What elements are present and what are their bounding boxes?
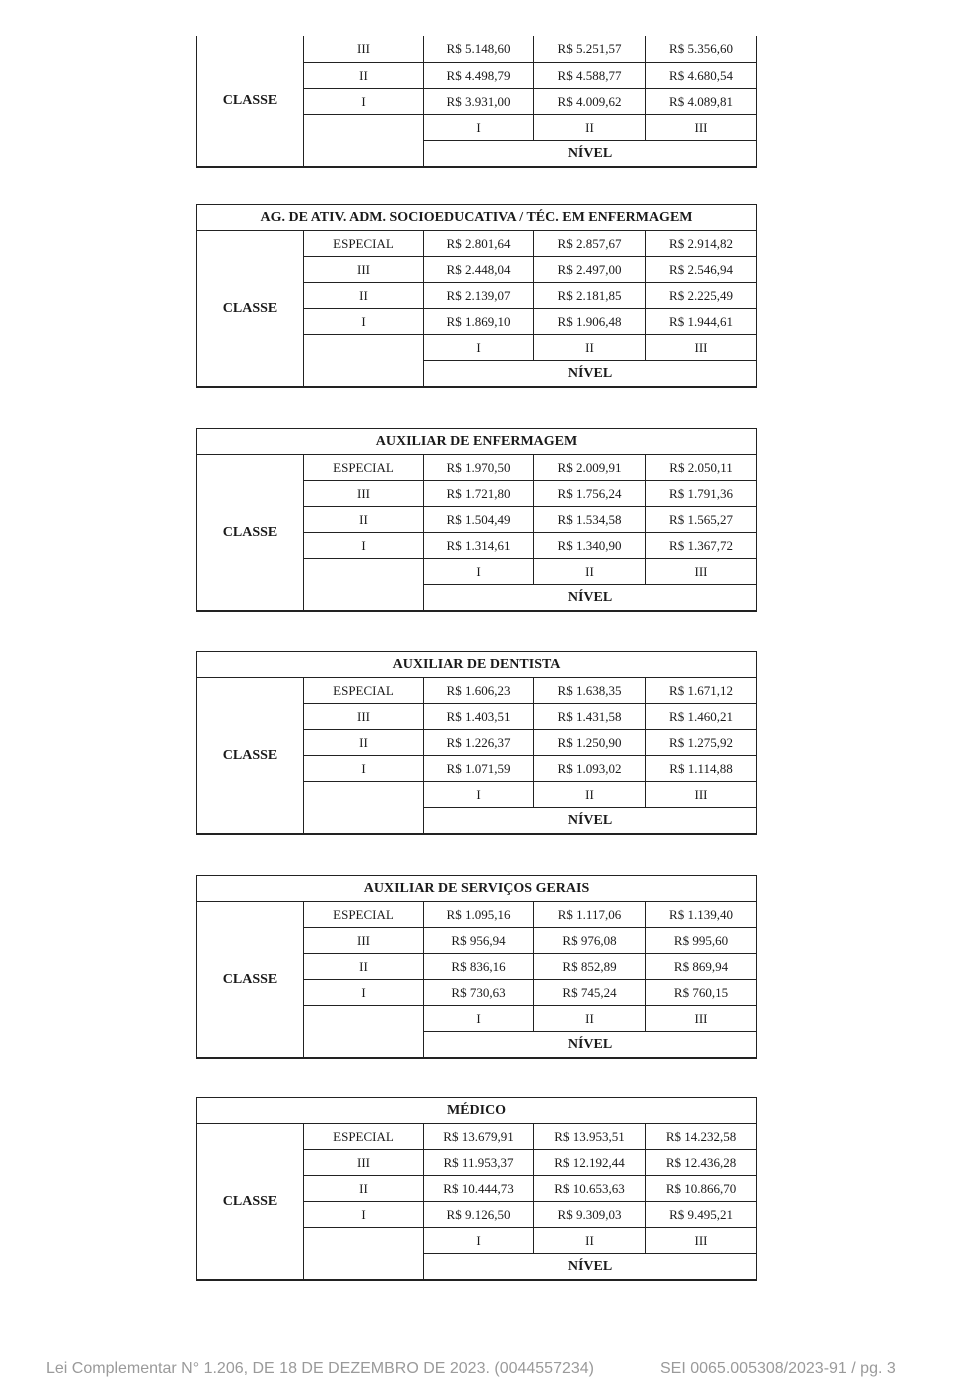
salary-value: R$ 13.953,51 (534, 1124, 646, 1150)
salary-value: R$ 1.606,23 (424, 678, 534, 704)
classe-label: CLASSE (197, 231, 304, 388)
salary-value: R$ 14.232,58 (646, 1124, 757, 1150)
salary-value: R$ 976,08 (534, 928, 646, 954)
salary-value: R$ 1.114,88 (646, 756, 757, 782)
nivel-label: NÍVEL (424, 361, 757, 388)
salary-value: R$ 995,60 (646, 928, 757, 954)
class-value: I (304, 533, 424, 559)
salary-value: R$ 10.866,70 (646, 1176, 757, 1202)
nivel-label: NÍVEL (424, 1032, 757, 1059)
nivel-label: NÍVEL (424, 585, 757, 612)
salary-value: R$ 4.588,77 (534, 63, 646, 89)
salary-value: R$ 1.403,51 (424, 704, 534, 730)
salary-value: R$ 869,94 (646, 954, 757, 980)
salary-value: R$ 1.431,58 (534, 704, 646, 730)
nivel-label: NÍVEL (424, 141, 757, 168)
salary-table (196, 1097, 757, 1281)
level-header: I (424, 559, 534, 585)
salary-value: R$ 10.653,63 (534, 1176, 646, 1202)
salary-value: R$ 852,89 (534, 954, 646, 980)
salary-value: R$ 1.139,40 (646, 902, 757, 928)
classe-label: CLASSE (197, 455, 304, 612)
class-value: ESPECIAL (304, 455, 424, 481)
salary-value: R$ 2.181,85 (534, 283, 646, 309)
salary-value: R$ 2.546,94 (646, 257, 757, 283)
class-value: III (304, 704, 424, 730)
salary-value: R$ 745,24 (534, 980, 646, 1006)
level-header: I (424, 782, 534, 808)
level-header: III (646, 1228, 757, 1254)
class-value: I (304, 309, 424, 335)
table-title: AUXILIAR DE DENTISTA (197, 652, 757, 678)
salary-value: R$ 12.192,44 (534, 1150, 646, 1176)
empty-cell (304, 1006, 424, 1059)
salary-value: R$ 1.791,36 (646, 481, 757, 507)
salary-value: R$ 9.126,50 (424, 1202, 534, 1228)
empty-cell (304, 335, 424, 388)
level-header: II (534, 115, 646, 141)
salary-value: R$ 4.498,79 (424, 63, 534, 89)
class-value: III (304, 257, 424, 283)
salary-table (196, 875, 757, 1059)
level-header: III (646, 782, 757, 808)
salary-table (196, 36, 757, 168)
class-value: II (304, 63, 424, 89)
classe-label: CLASSE (197, 1124, 304, 1281)
salary-value: R$ 1.671,12 (646, 678, 757, 704)
table-row (197, 678, 757, 704)
salary-value: R$ 5.148,60 (424, 36, 534, 63)
salary-value: R$ 836,16 (424, 954, 534, 980)
salary-value: R$ 730,63 (424, 980, 534, 1006)
salary-value: R$ 956,94 (424, 928, 534, 954)
salary-value: R$ 2.914,82 (646, 231, 757, 257)
class-value: III (304, 928, 424, 954)
class-value: ESPECIAL (304, 231, 424, 257)
class-value: ESPECIAL (304, 902, 424, 928)
table-row (197, 902, 757, 928)
classe-label: CLASSE (197, 36, 304, 167)
salary-value: R$ 3.931,00 (424, 89, 534, 115)
empty-cell (304, 1228, 424, 1281)
salary-value: R$ 1.534,58 (534, 507, 646, 533)
salary-table (196, 428, 757, 612)
salary-value: R$ 760,15 (646, 980, 757, 1006)
salary-value: R$ 4.009,62 (534, 89, 646, 115)
class-value: II (304, 283, 424, 309)
salary-value: R$ 1.314,61 (424, 533, 534, 559)
level-header: II (534, 559, 646, 585)
salary-value: R$ 5.356,60 (646, 36, 757, 63)
salary-value: R$ 13.679,91 (424, 1124, 534, 1150)
level-header: II (534, 335, 646, 361)
salary-value: R$ 1.504,49 (424, 507, 534, 533)
salary-value: R$ 1.071,59 (424, 756, 534, 782)
table-title: AG. DE ATIV. ADM. SOCIOEDUCATIVA / TÉC. EM ENFERMAGEM (197, 205, 757, 231)
class-value: I (304, 1202, 424, 1228)
level-header: II (534, 782, 646, 808)
level-header: III (646, 115, 757, 141)
class-value: II (304, 954, 424, 980)
class-value: II (304, 1176, 424, 1202)
salary-value: R$ 1.638,35 (534, 678, 646, 704)
salary-value: R$ 11.953,37 (424, 1150, 534, 1176)
level-header: III (646, 559, 757, 585)
level-header: II (534, 1228, 646, 1254)
salary-value: R$ 1.721,80 (424, 481, 534, 507)
salary-value: R$ 2.139,07 (424, 283, 534, 309)
level-header: I (424, 115, 534, 141)
class-value: III (304, 36, 424, 63)
salary-value: R$ 9.309,03 (534, 1202, 646, 1228)
classe-label: CLASSE (197, 902, 304, 1059)
table-row (197, 36, 757, 63)
salary-value: R$ 4.680,54 (646, 63, 757, 89)
salary-value: R$ 2.857,67 (534, 231, 646, 257)
class-value: I (304, 756, 424, 782)
salary-value: R$ 1.756,24 (534, 481, 646, 507)
salary-value: R$ 2.009,91 (534, 455, 646, 481)
empty-cell (304, 559, 424, 612)
salary-value: R$ 1.565,27 (646, 507, 757, 533)
salary-value: R$ 10.444,73 (424, 1176, 534, 1202)
level-header: I (424, 1228, 534, 1254)
table-row (197, 455, 757, 481)
footer-sei-page: SEI 0065.005308/2023-91 / pg. 3 (660, 1360, 896, 1377)
salary-value: R$ 1.869,10 (424, 309, 534, 335)
salary-value: R$ 1.093,02 (534, 756, 646, 782)
salary-value: R$ 2.448,04 (424, 257, 534, 283)
class-value: II (304, 730, 424, 756)
table-title: MÉDICO (197, 1098, 757, 1124)
salary-value: R$ 4.089,81 (646, 89, 757, 115)
nivel-label: NÍVEL (424, 808, 757, 835)
level-header: III (646, 335, 757, 361)
salary-value: R$ 1.970,50 (424, 455, 534, 481)
nivel-label: NÍVEL (424, 1254, 757, 1281)
level-header: I (424, 1006, 534, 1032)
salary-value: R$ 1.275,92 (646, 730, 757, 756)
classe-label: CLASSE (197, 678, 304, 835)
salary-value: R$ 1.340,90 (534, 533, 646, 559)
class-value: III (304, 1150, 424, 1176)
empty-cell (304, 115, 424, 168)
salary-value: R$ 2.497,00 (534, 257, 646, 283)
table-row (197, 1124, 757, 1150)
salary-value: R$ 1.250,90 (534, 730, 646, 756)
salary-value: R$ 9.495,21 (646, 1202, 757, 1228)
empty-cell (304, 782, 424, 835)
salary-value: R$ 1.944,61 (646, 309, 757, 335)
salary-table (196, 204, 757, 388)
table-row (197, 231, 757, 257)
class-value: I (304, 89, 424, 115)
salary-value: R$ 1.226,37 (424, 730, 534, 756)
salary-value: R$ 1.117,06 (534, 902, 646, 928)
class-value: ESPECIAL (304, 1124, 424, 1150)
salary-value: R$ 2.050,11 (646, 455, 757, 481)
table-title: AUXILIAR DE SERVIÇOS GERAIS (197, 876, 757, 902)
salary-value: R$ 5.251,57 (534, 36, 646, 63)
salary-value: R$ 1.460,21 (646, 704, 757, 730)
level-header: II (534, 1006, 646, 1032)
salary-value: R$ 2.801,64 (424, 231, 534, 257)
salary-value: R$ 1.367,72 (646, 533, 757, 559)
class-value: I (304, 980, 424, 1006)
salary-value: R$ 1.906,48 (534, 309, 646, 335)
class-value: ESPECIAL (304, 678, 424, 704)
class-value: III (304, 481, 424, 507)
table-title: AUXILIAR DE ENFERMAGEM (197, 429, 757, 455)
salary-value: R$ 1.095,16 (424, 902, 534, 928)
salary-value: R$ 2.225,49 (646, 283, 757, 309)
class-value: II (304, 507, 424, 533)
level-header: III (646, 1006, 757, 1032)
salary-value: R$ 12.436,28 (646, 1150, 757, 1176)
level-header: I (424, 335, 534, 361)
salary-table (196, 651, 757, 835)
footer-document-reference: Lei Complementar N° 1.206, DE 18 DE DEZEMBRO DE 2023. (0044557234) (46, 1360, 594, 1377)
